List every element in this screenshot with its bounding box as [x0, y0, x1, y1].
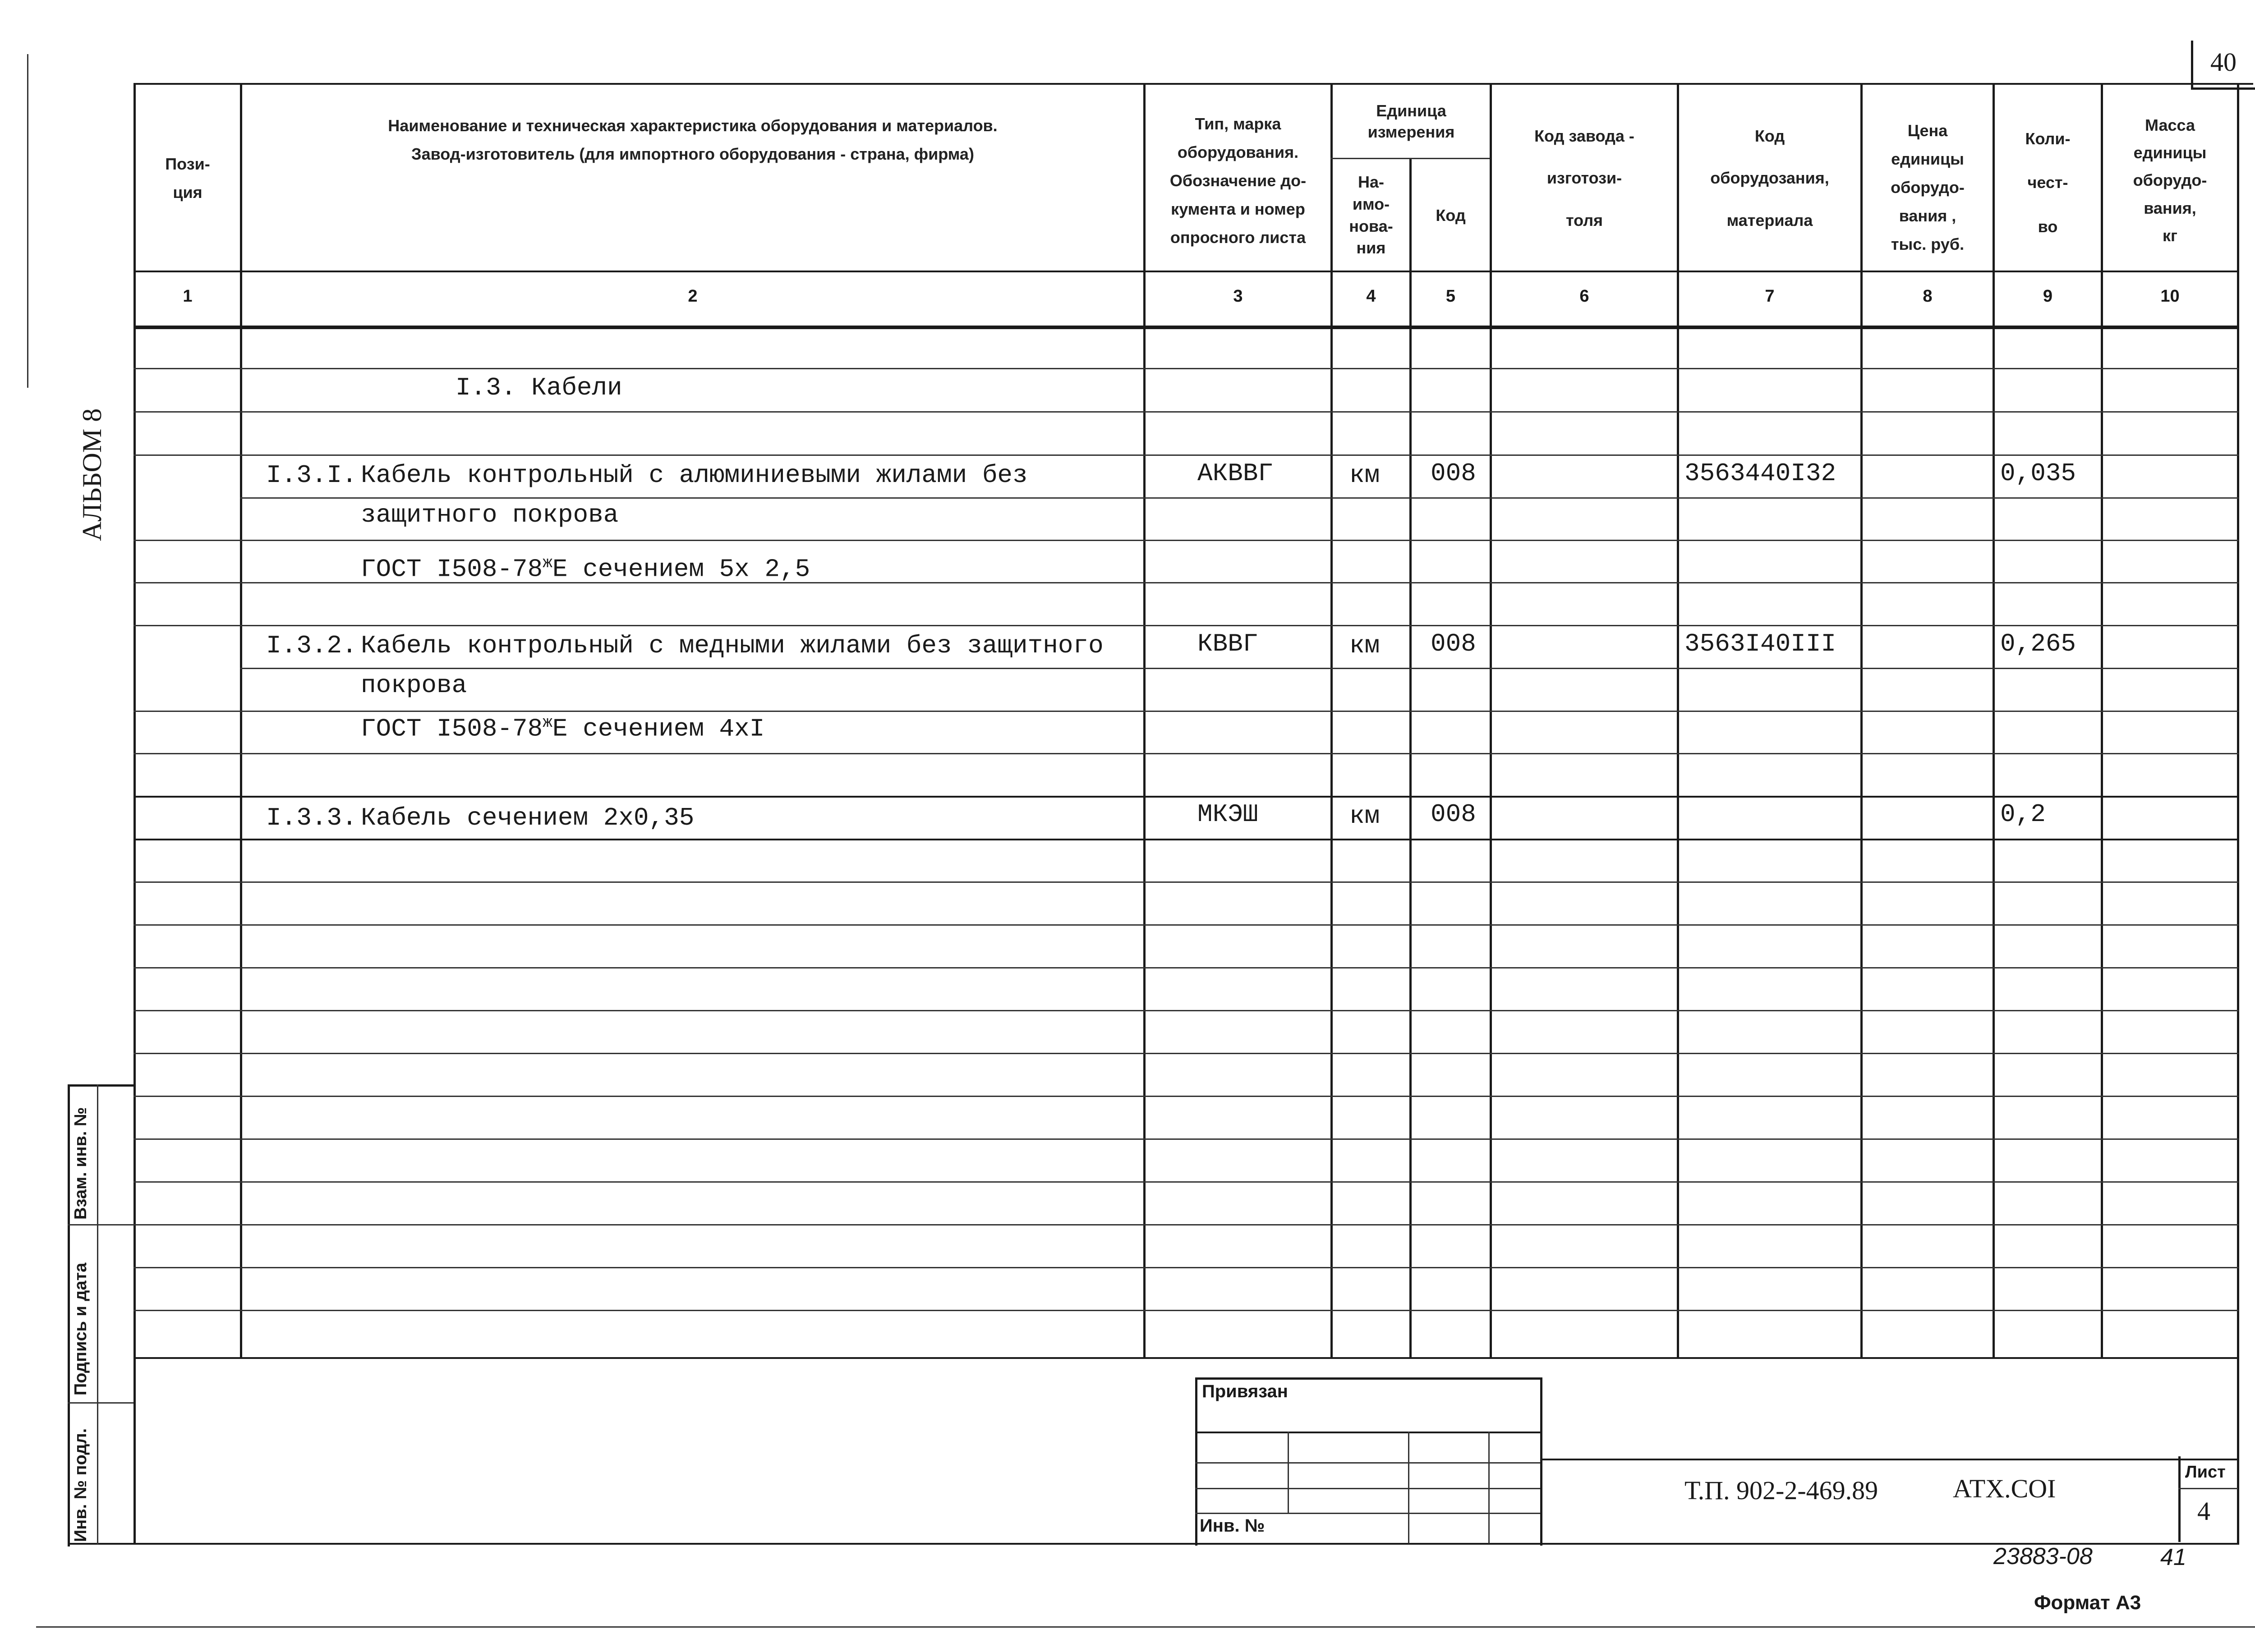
- sheet-number: 4: [2197, 1496, 2210, 1526]
- colnum-4-text: 4: [1366, 287, 1376, 306]
- header-col2: [242, 86, 1143, 194]
- item2-equipment-code: 3563I40III: [1684, 629, 1836, 658]
- bottom-rule: [36, 1626, 2255, 1628]
- row-line: [133, 924, 2239, 926]
- row-line: [133, 625, 2239, 626]
- item2-name-line2: покрова: [361, 671, 467, 700]
- row-line: [133, 454, 2239, 456]
- row-line: [240, 668, 2239, 669]
- frame-bottom: [68, 1543, 2239, 1545]
- header-col7: [1679, 99, 1860, 257]
- colnum-3-text: 3: [1233, 287, 1243, 306]
- left-margin-line: [27, 54, 28, 388]
- item1-quantity: 0,035: [2000, 459, 2076, 488]
- row-line: [133, 753, 2239, 754]
- row-line: [133, 1357, 2239, 1359]
- header-col3-line1: Тип, марка: [1195, 114, 1281, 133]
- header-col9: [1995, 104, 2101, 262]
- inv-no-label: Инв. №: [1200, 1516, 1265, 1536]
- privyazan-col: [1488, 1432, 1490, 1543]
- row-line: [133, 327, 2239, 329]
- header-col2-line1: Наименование и техническая характеристика оборудования и материалов.: [388, 116, 998, 135]
- header-col8: [1863, 104, 1993, 271]
- header-col6-line1: Код завода -: [1534, 126, 1634, 145]
- colnum-6-text: 6: [1579, 287, 1589, 306]
- header-col4-line1: На-: [1358, 173, 1384, 192]
- frame-top: [133, 83, 2253, 85]
- header-col5: [1412, 160, 1490, 271]
- archive-number: 23883-08: [1993, 1543, 2093, 1569]
- item1-gost: ГОСТ I508-78: [361, 555, 543, 584]
- header-col1-line1: Пози-: [165, 155, 210, 173]
- title-block-top: [1540, 1459, 2239, 1460]
- header-col6-line2: изготози-: [1546, 169, 1622, 188]
- header-col1: [135, 86, 240, 271]
- item1-type: АКВВГ: [1197, 459, 1274, 488]
- privyazan-label: Привязан: [1202, 1381, 1288, 1401]
- row-line: [133, 1181, 2239, 1183]
- inv-podl-label: Инв. № подл.: [71, 1428, 90, 1542]
- col-divider-9: [2101, 83, 2103, 1359]
- archive-sheet: 41: [2160, 1544, 2186, 1570]
- colnum-9-text: 9: [2043, 287, 2053, 306]
- header-col3-line3: Обозначение до-: [1169, 171, 1307, 190]
- col-divider-1: [240, 83, 242, 1359]
- row-line: [133, 1267, 2239, 1268]
- item1-equipment-code: 3563440I32: [1684, 459, 1836, 488]
- col-divider-2: [1143, 83, 1146, 1359]
- colnum-10-text: 10: [2160, 287, 2180, 306]
- item1-unit-code: 008: [1431, 459, 1476, 488]
- colnum-5-text: 5: [1445, 287, 1456, 306]
- header-col10-line5: кг: [2162, 226, 2177, 245]
- colnum-1-text: 1: [183, 287, 193, 306]
- item1-gost-sup: ж: [543, 554, 552, 572]
- header-col3-line4: кумента и номер: [1171, 199, 1305, 218]
- header-col6: [1492, 99, 1677, 257]
- header-col4-line3: нова-: [1349, 216, 1393, 235]
- header-col10-line4: вания,: [2144, 198, 2196, 217]
- item2-gost-sup: ж: [543, 713, 552, 732]
- row-line: [133, 1310, 2239, 1311]
- item1-unit: км: [1349, 461, 1380, 490]
- header-col3: [1146, 90, 1330, 271]
- col-divider-5: [1490, 83, 1492, 1359]
- header-col7-line3: материала: [1726, 211, 1813, 229]
- row-line: [133, 839, 2239, 840]
- item3-quantity: 0,2: [2000, 800, 2046, 829]
- row-line: [133, 368, 2239, 369]
- frame-right: [2237, 83, 2239, 1545]
- item1-name-line1: Кабель контрольный с алюминиевыми жилами без: [361, 461, 1028, 490]
- header-col10-line1: Масса: [2145, 116, 2195, 135]
- item1-name-line3: [361, 554, 810, 584]
- vzam-inv-label: Взам. инв. №: [71, 1107, 90, 1220]
- page-number: 40: [2210, 47, 2237, 77]
- header-col7-line1: Код: [1754, 126, 1785, 145]
- item3-position: I.3.3.: [266, 803, 357, 832]
- item3-name-line1: Кабель сечением 2х0,35: [361, 803, 695, 832]
- item2-position: I.3.2.: [266, 631, 357, 660]
- header-col6-line3: толя: [1565, 211, 1603, 229]
- header-col9-line3: во: [2038, 217, 2058, 236]
- header-col7-line2: оборудозания,: [1710, 169, 1829, 188]
- item2-name-line1: Кабель контрольный с медными жилами без защитного: [361, 631, 1104, 660]
- header-col10: [2103, 99, 2237, 262]
- row-line: [240, 497, 2239, 499]
- item2-name-line3: [361, 713, 764, 743]
- item3-type: МКЭШ: [1197, 800, 1258, 829]
- row-line: [133, 1053, 2239, 1054]
- item2-gost-rest: Е сечением 4хI: [552, 714, 765, 743]
- item2-unit-code: 008: [1431, 629, 1476, 658]
- colnum-7-text: 7: [1765, 287, 1775, 306]
- row-line: [133, 540, 2239, 541]
- privyazan-col: [1288, 1432, 1289, 1513]
- col-divider-4: [1409, 158, 1412, 1359]
- row-line: [133, 1138, 2239, 1140]
- col-divider-6: [1677, 83, 1679, 1359]
- row-line: [133, 1224, 2239, 1225]
- item1-name-line2: защитного покрова: [361, 500, 619, 529]
- header-col10-line3: оборудо-: [2133, 171, 2207, 190]
- header-col5-line1: Код: [1436, 206, 1466, 225]
- podpis-label: Подпись и дата: [71, 1262, 90, 1395]
- item3-unit-code: 008: [1431, 800, 1476, 829]
- header-col10-line2: единицы: [2133, 143, 2207, 162]
- item2-unit: км: [1349, 631, 1380, 660]
- header-line: [133, 271, 2239, 272]
- col-divider-7: [1860, 83, 1863, 1359]
- row-line: [133, 881, 2239, 883]
- section-title: I.3. Кабели: [456, 373, 622, 402]
- doc-mark: АТХ.COI: [1953, 1474, 2056, 1503]
- sheet-box-divider: [2178, 1488, 2238, 1489]
- header-col8-line3: оборудо-: [1891, 178, 1965, 197]
- album-label: АЛЬБОМ 8: [77, 408, 107, 541]
- header-col9-line1: Коли-: [2025, 129, 2071, 148]
- row-line: [133, 411, 2239, 413]
- row-line: [133, 967, 2239, 968]
- header-col8-line2: единицы: [1891, 149, 1964, 168]
- header-col3-line2: оборудования.: [1177, 142, 1299, 161]
- item2-type: КВВГ: [1197, 629, 1258, 658]
- item1-position: I.3.I.: [266, 461, 357, 490]
- header-col8-line1: Цена: [1907, 121, 1948, 140]
- unit-subheader-line: [1330, 158, 1490, 159]
- doc-code: Т.П. 902-2-469.89: [1684, 1476, 1878, 1505]
- format-label: Формат А3: [2034, 1592, 2141, 1614]
- row-line: [133, 711, 2239, 712]
- header-col2-line2: Завод-изготовитель (для импортного оборудования - страна, фирма): [411, 145, 974, 163]
- header-col4: [1333, 160, 1409, 271]
- header-col4-line4: ния: [1356, 239, 1386, 257]
- col-divider-8: [1993, 83, 1995, 1359]
- header-unit-line1: Единица: [1376, 101, 1446, 120]
- row-line: [133, 1010, 2239, 1011]
- sheet-label: Лист: [2185, 1463, 2226, 1482]
- header-col8-line5: тыс. руб.: [1891, 234, 1965, 253]
- row-line: [133, 1096, 2239, 1097]
- header-col1-line2: ция: [173, 183, 202, 202]
- colnum-2-text: 2: [688, 287, 698, 306]
- header-unit-line2: измерения: [1367, 123, 1455, 141]
- col-divider-3: [1330, 83, 1333, 1359]
- header-col3-line5: опросного листа: [1170, 228, 1306, 247]
- row-line: [133, 796, 2239, 798]
- colnum-8-text: 8: [1923, 287, 1933, 306]
- privyazan-col: [1408, 1432, 1409, 1543]
- header-col4-line2: имо-: [1352, 194, 1390, 213]
- item3-unit: км: [1349, 802, 1380, 831]
- header-col45-top: [1333, 86, 1490, 158]
- item1-gost-rest: Е сечением 5х 2,5: [552, 555, 810, 584]
- side-stamp-divider: [97, 1084, 98, 1544]
- header-col8-line4: вания ,: [1899, 206, 1956, 225]
- header-col9-line2: чест-: [2027, 173, 2068, 192]
- item2-gost: ГОСТ I508-78: [361, 714, 543, 743]
- item2-quantity: 0,265: [2000, 629, 2076, 658]
